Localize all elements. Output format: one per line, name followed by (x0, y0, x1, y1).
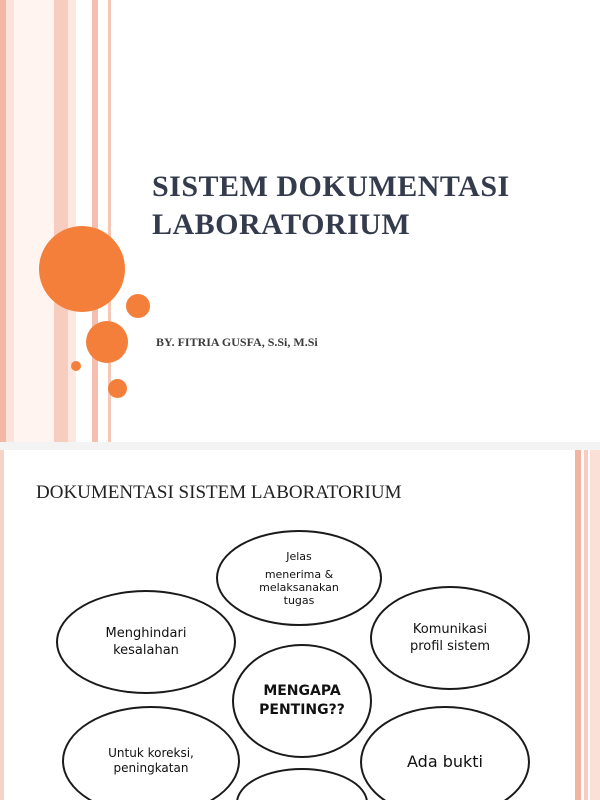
bubble-text: Jelas (286, 549, 312, 563)
bubble-center (232, 644, 372, 758)
title-line: LABORATORIUM (152, 208, 411, 241)
decorative-stripe (92, 0, 98, 450)
bubble-text: MENGAPA (263, 683, 341, 699)
bubble-lower-right (360, 706, 530, 800)
decorative-circle-medium (86, 321, 128, 363)
decorative-stripe (584, 450, 588, 800)
title-line: SISTEM DOKUMENTASI (152, 170, 510, 203)
bubble-lower-left (62, 706, 240, 800)
bubble-text: melaksanakan (259, 580, 339, 594)
bubble-text: profil sistem (409, 639, 491, 654)
bubble-text: tugas (283, 593, 315, 607)
slide-title-text: DOKUMENTASI SISTEM LABORATORIUM (36, 482, 402, 503)
author-line: BY. FITRIA GUSFA, S.Si, M.Si (156, 335, 318, 349)
bubble-bottom-partial (236, 768, 368, 800)
bubble-text: Komunikasi (412, 622, 488, 637)
decorative-circle-small (126, 294, 150, 318)
decorative-stripe (575, 450, 581, 800)
bubble-text: Menghindari (105, 626, 187, 641)
bubble-upper-right (370, 586, 530, 690)
bubble-text: kesalahan (113, 643, 179, 658)
decorative-stripe (14, 0, 54, 450)
bubble-text: Ada bukti (407, 752, 483, 771)
decorative-stripe (0, 450, 4, 800)
decorative-stripe (54, 0, 68, 450)
bubble-text: menerima & (264, 567, 334, 581)
bubble-text: PENTING?? (259, 702, 345, 718)
bubble-text: peningkatan (113, 761, 189, 775)
decorative-stripe (68, 0, 76, 450)
decorative-circle-tiny (71, 361, 81, 371)
bubble-text: Untuk koreksi, (108, 746, 194, 760)
presentation-title (152, 168, 572, 244)
decorative-circle-large (39, 226, 125, 312)
bubble-top (216, 530, 382, 626)
decorative-circle-small (108, 379, 127, 398)
bubble-upper-left (56, 590, 236, 694)
slide-diagram (0, 450, 600, 800)
decorative-stripe (6, 0, 14, 450)
decorative-stripe (590, 450, 600, 800)
